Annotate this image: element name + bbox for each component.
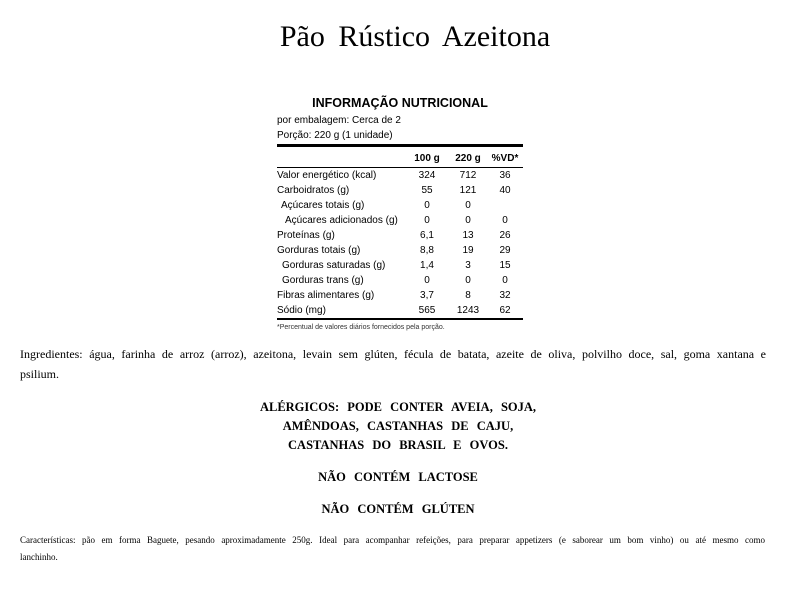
nutrient-value-100g: 565 <box>418 305 436 316</box>
nutrition-facts-panel <box>277 96 523 332</box>
nutrient-value-100g: 6,1 <box>420 230 434 241</box>
nutrient-value-100g: 324 <box>418 170 436 181</box>
nutrition-row <box>277 198 523 213</box>
nutrient-label: Carboidratos (g) <box>277 185 350 196</box>
column-header-100g: 100 g <box>405 147 449 168</box>
nutrition-row <box>277 273 523 288</box>
nutrient-value-220g: 13 <box>462 230 474 241</box>
nutrient-value-220g: 3 <box>465 260 471 271</box>
nutrition-row <box>277 288 523 303</box>
nutrition-row <box>277 243 523 258</box>
nutrition-row <box>277 258 523 273</box>
nutrient-value-100g: 0 <box>424 275 430 286</box>
portion-size: Porção: 220 g (1 unidade) <box>277 130 393 141</box>
nutrient-label: Açúcares totais (g) <box>281 200 365 211</box>
nutrient-value-100g: 3,7 <box>420 290 434 301</box>
nutrient-value-220g: 8 <box>465 290 471 301</box>
nutrition-row <box>277 303 523 318</box>
product-title: Pão Rústico Azeitona <box>279 20 551 53</box>
nutrient-value-220g: 712 <box>459 170 477 181</box>
nutrient-value-220g: 121 <box>459 185 477 196</box>
nutrient-label: Gorduras trans (g) <box>282 275 364 286</box>
nutrition-row <box>277 213 523 228</box>
header-blank <box>277 147 405 168</box>
nutrient-value-vd: 62 <box>499 305 511 316</box>
nutrition-row <box>277 183 523 198</box>
nutrition-header-row <box>277 147 523 168</box>
nutrient-label: Gorduras totais (g) <box>277 245 361 256</box>
nutrient-value-220g: 1243 <box>456 305 480 316</box>
nutrient-value-vd: 29 <box>499 245 511 256</box>
nutrient-value-100g: 55 <box>421 185 433 196</box>
nutrient-value-220g: 0 <box>465 200 471 211</box>
nutrient-value-vd: 0 <box>502 215 508 226</box>
nutrition-table <box>277 147 523 318</box>
nutrient-label: Açúcares adicionados (g) <box>285 215 398 226</box>
nutrient-label: Gorduras saturadas (g) <box>282 260 386 271</box>
nutrient-label: Sódio (mg) <box>277 305 326 316</box>
nutrient-label: Valor energético (kcal) <box>277 170 377 181</box>
nutrient-value-100g: 0 <box>424 200 430 211</box>
characteristics-text: Características: pão em forma Baguete, pesando aproximadamente 250g. Ideal para acompanhar refeições, para preparar appetizers (e saborear um bom vinho) ou até mesmo como lanchinho. <box>20 535 765 562</box>
nutrient-value-100g: 1,4 <box>420 260 434 271</box>
bottom-divider <box>277 318 523 320</box>
nutrient-value-vd: 26 <box>499 230 511 241</box>
column-header-220g: 220 g <box>449 147 487 168</box>
nutrient-label: Proteínas (g) <box>277 230 335 241</box>
nutrition-heading: INFORMAÇÃO NUTRICIONAL <box>312 96 488 110</box>
allergens-line: AMÊNDOAS, CASTANHAS DE CAJU, <box>282 419 514 433</box>
nutrient-value-vd: 0 <box>502 275 508 286</box>
nutrition-footnote: *Percentual de valores diários fornecidos pela porção. <box>277 324 445 331</box>
nutrient-value-100g: 8,8 <box>420 245 434 256</box>
nutrient-value-220g: 19 <box>462 245 474 256</box>
nutrient-value-vd <box>487 198 523 213</box>
nutrient-value-100g: 0 <box>424 215 430 226</box>
nutrient-value-vd: 36 <box>499 170 511 181</box>
nutrient-value-vd: 40 <box>499 185 511 196</box>
nutrition-row <box>277 168 523 184</box>
column-header-vd: %VD* <box>487 147 523 168</box>
nutrient-value-220g: 0 <box>465 215 471 226</box>
nutrient-label: Fibras alimentares (g) <box>277 290 375 301</box>
nutrient-value-vd: 15 <box>499 260 511 271</box>
servings-per-package: por embalagem: Cerca de 2 <box>277 115 401 126</box>
allergens-warning <box>0 398 796 455</box>
nutrient-value-vd: 32 <box>499 290 511 301</box>
ingredients-text: Ingredientes: água, farinha de arroz (arroz), azeitona, levain sem glúten, fécula de batata, azeite de oliva, polvilho doce, sal, goma xantana e psilium. <box>20 347 766 381</box>
no-lactose-notice: NÃO CONTÉM LACTOSE <box>318 470 478 484</box>
nutrient-value-220g: 0 <box>465 275 471 286</box>
allergens-line: CASTANHAS DO BRASIL E OVOS. <box>288 438 508 452</box>
nutrition-row <box>277 228 523 243</box>
no-gluten-notice: NÃO CONTÉM GLÚTEN <box>321 502 475 516</box>
allergens-line: ALÉRGICOS: PODE CONTER AVEIA, SOJA, <box>259 400 537 414</box>
